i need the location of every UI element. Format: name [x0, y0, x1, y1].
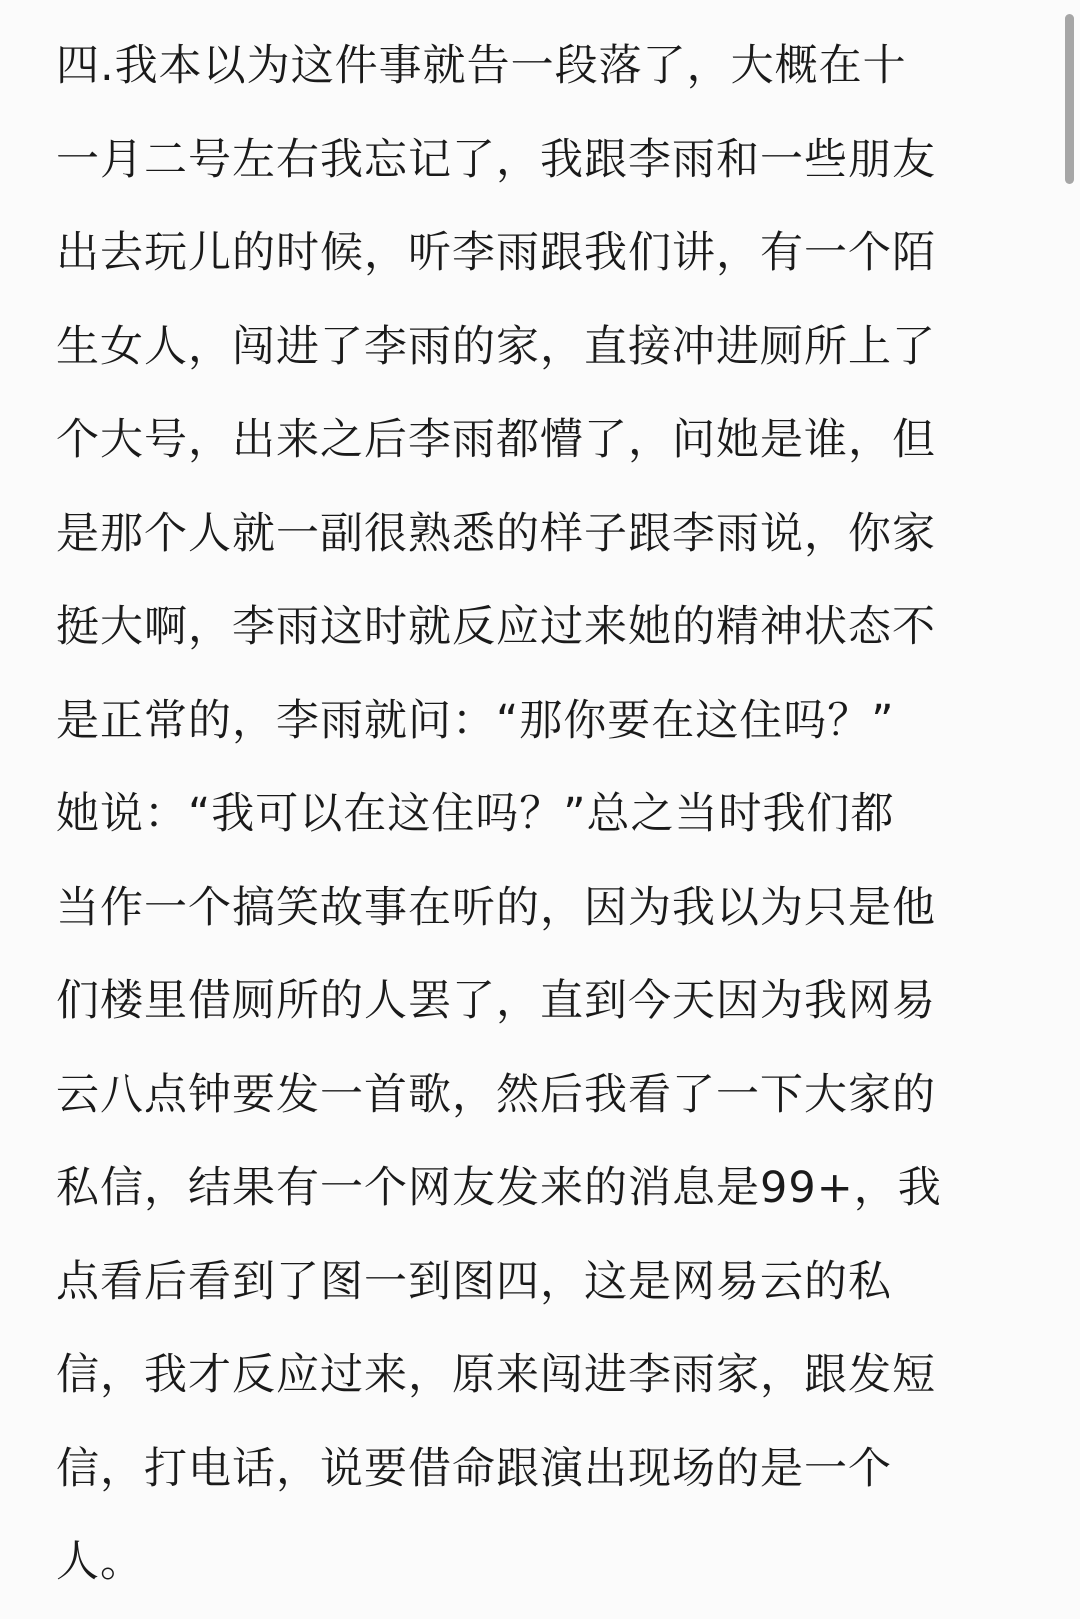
post-line: 们楼里借厕所的人罢了，直到今天因为我网易: [56, 976, 936, 1026]
post-line: 个大号，出来之后李雨都懵了，问她是谁，但: [56, 415, 936, 465]
post-line: 四.我本以为这件事就告一段落了，大概在十: [56, 41, 907, 91]
vertical-scrollbar[interactable]: [1060, 0, 1080, 1619]
post-line: 私信，结果有一个网友发来的消息是99+，我: [56, 1163, 942, 1213]
post-line: 信，我才反应过来，原来闯进李雨家，跟发短: [56, 1350, 936, 1400]
post-line: 出去玩儿的时候，听李雨跟我们讲，有一个陌: [56, 228, 936, 278]
post-line: 是那个人就一副很熟悉的样子跟李雨说，你家: [56, 508, 936, 559]
post-line: 生女人，闯进了李雨的家，直接冲进厕所上了: [56, 321, 936, 372]
post-line: 点看后看到了图一到图四，这是网易云的私: [56, 1256, 892, 1307]
post-line: 是正常的，李雨就问：“那你要在这住吗？”: [56, 695, 895, 746]
post-line: 挺大啊，李雨这时就反应过来她的精神状态不: [56, 602, 936, 652]
post-line: 当作一个搞笑故事在听的，因为我以为只是他: [56, 882, 936, 933]
post-body-text: [56, 20, 1016, 1610]
scrollbar-thumb[interactable]: [1065, 14, 1074, 184]
post-line: 一月二号左右我忘记了，我跟李雨和一些朋友: [56, 134, 936, 185]
post-line: 信，打电话，说要借命跟演出现场的是一个: [56, 1443, 892, 1494]
post-line: 她说：“我可以在这住吗？”总之当时我们都: [56, 789, 895, 839]
post-line: 云八点钟要发一首歌，然后我看了一下大家的: [56, 1069, 936, 1120]
post-line: 人。: [56, 1537, 144, 1587]
